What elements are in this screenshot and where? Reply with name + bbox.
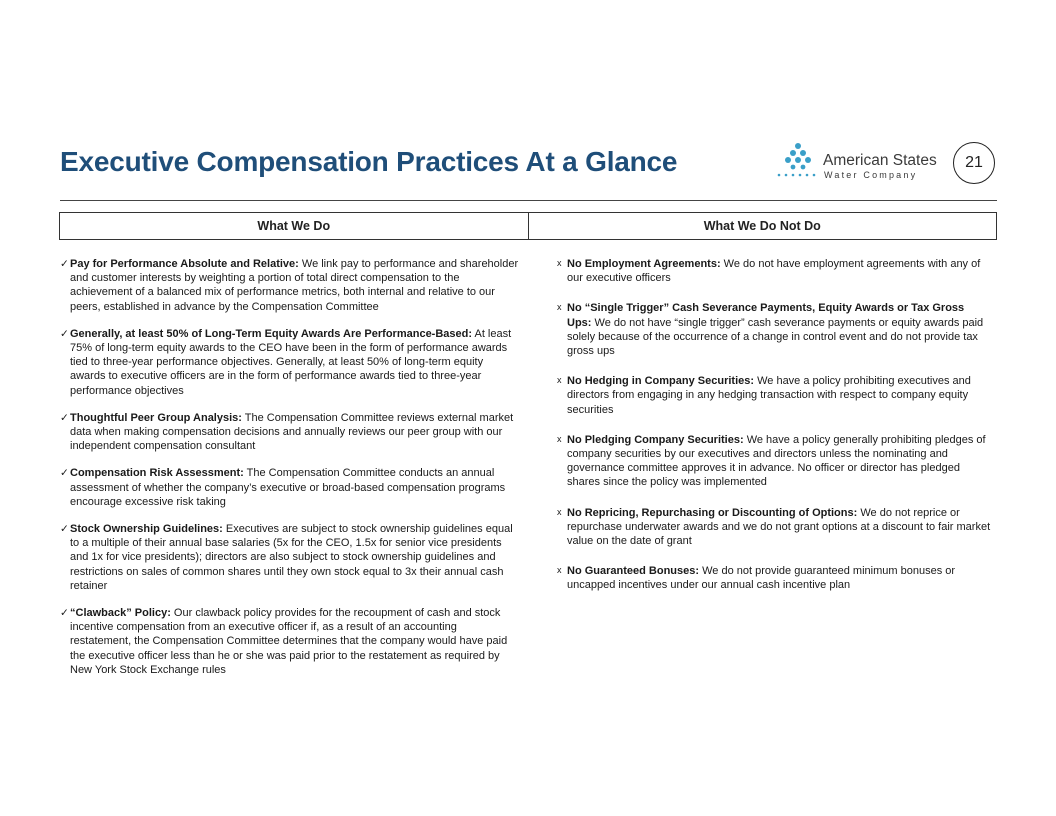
practice-text: We have a policy generally prohibiting pledges of company securities by our executives and directors unless the nominating and governance committee approves it in advance. No officer or director has pledged shares since the policy was implemented [567,433,986,489]
practice-item [557,374,991,417]
practice-item [60,522,520,593]
practice-title: Compensation Risk Assessment: [70,467,244,480]
x-mark-icon: x [557,375,562,386]
practice-title: Pay for Performance Absolute and Relative: [70,258,299,270]
practice-text: We do not reprice or repurchase underwater awards and we do not grant options at a discount to fair market value on the date of grant [567,506,991,548]
what-we-do-list [60,257,520,690]
practice-title: No Pledging Company Securities: [567,433,744,446]
check-icon: ✓ [60,523,69,536]
practice-item [557,564,991,592]
x-mark-icon: x [557,433,562,444]
practice-title: No “Single Trigger” Cash Severance Payments, Equity Awards or Tax Gross Ups: [567,302,965,329]
x-mark-icon: x [557,565,562,576]
practice-item [60,327,520,398]
practice-item [557,301,991,358]
check-icon: ✓ [60,258,69,270]
what-we-do-not-do-list [557,257,991,609]
practice-text: At least 75% of long-term equity awards to the CEO have been in the form of performance awards tied to three-year performance objectives. Generally, at least 50% of long-term equity awards to executive officers are in the form of performance awards tied to three-year performance objectives [70,327,512,397]
practice-title: No Hedging in Company Securities: [567,375,755,388]
check-icon: ✓ [60,327,69,340]
practice-text: We do not have employment agreements with any of our executive officers [567,258,981,285]
practice-title: Stock Ownership Guidelines: [70,523,223,536]
water-drops-icon [776,142,820,182]
practice-title: No Guaranteed Bonuses: [567,565,700,578]
practice-item [557,433,991,490]
logo-company-name: American States [823,152,937,169]
check-icon: ✓ [60,467,69,480]
what-we-do-not-do-header: What We Do Not Do [703,219,821,233]
check-icon: ✓ [60,607,69,620]
what-we-do-header: What We Do [60,213,529,239]
practice-item [60,606,520,677]
practice-title: Thoughtful Peer Group Analysis: [70,411,242,424]
practice-text: Executives are subject to stock ownership guidelines equal to a multiple of their annual base salaries (5x for the CEO, 1.5x for senior vice presidents and 1x for vice presidents); directors are also subject to stock ownership guidelines and restrictions on sales of common shares until they own stock equal to 3x their annual cash retainer [70,523,513,592]
practice-item [557,506,991,549]
practice-text: We do not provide guaranteed minimum bonuses or uncapped incentives under our annual cash incentive plan [567,565,956,592]
practice-text: We have a policy prohibiting executives and directors from engaging in any hedging transaction with respect to company equity securities [567,375,971,416]
practice-title: “Clawback” Policy: [70,607,171,620]
practice-text: The Compensation Committee reviews external market data when making compensation decisions and annually reviews our peer group with our independent compensation consultant [70,411,514,453]
practice-title: No Employment Agreements: [567,258,721,270]
x-mark-icon: x [557,302,562,313]
x-mark-icon: x [557,506,562,517]
practice-item [557,257,991,285]
logo-company-subtitle: Water Company [824,170,918,180]
practice-text: Our clawback policy provides for the recoupment of cash and stock incentive compensation from an executive officer if, as a result of an accounting restatement, the Compensation Committee determines that the company would have paid the executive officer less than he or she was paid prior to the restatement as required by New York Stock Exchange rules [70,607,508,676]
page-number: 21 [953,142,995,184]
column-headers [59,212,997,240]
x-mark-icon: x [557,258,562,268]
check-icon: ✓ [60,411,69,424]
practice-title: Generally, at least 50% of Long-Term Equity Awards Are Performance-Based: [70,327,473,340]
practice-text: The Compensation Committee conducts an annual assessment of whether the company’s executive or broad-based compensation programs encourage excessive risk taking [70,467,506,508]
practice-item [60,411,520,454]
practice-title: No Repricing, Repurchasing or Discounting of Options: [567,506,858,519]
company-logo [776,142,941,184]
practice-text: We link pay to performance and shareholder and customer interests by weighting a portion of total direct compensation to the achievement of a balanced mix of performance metrics, both internal and relative to our peers, established in advance by the Compensation Committee [70,258,519,313]
practice-text: We do not have “single trigger” cash severance payments or equity awards paid solely because of the occurrence of a change in control event and do not provide tax gross ups [567,316,984,358]
page-title: Executive Compensation Practices At a Glance [60,146,678,177]
title-divider [60,200,997,201]
practice-item [60,257,520,314]
practice-item [60,466,520,509]
